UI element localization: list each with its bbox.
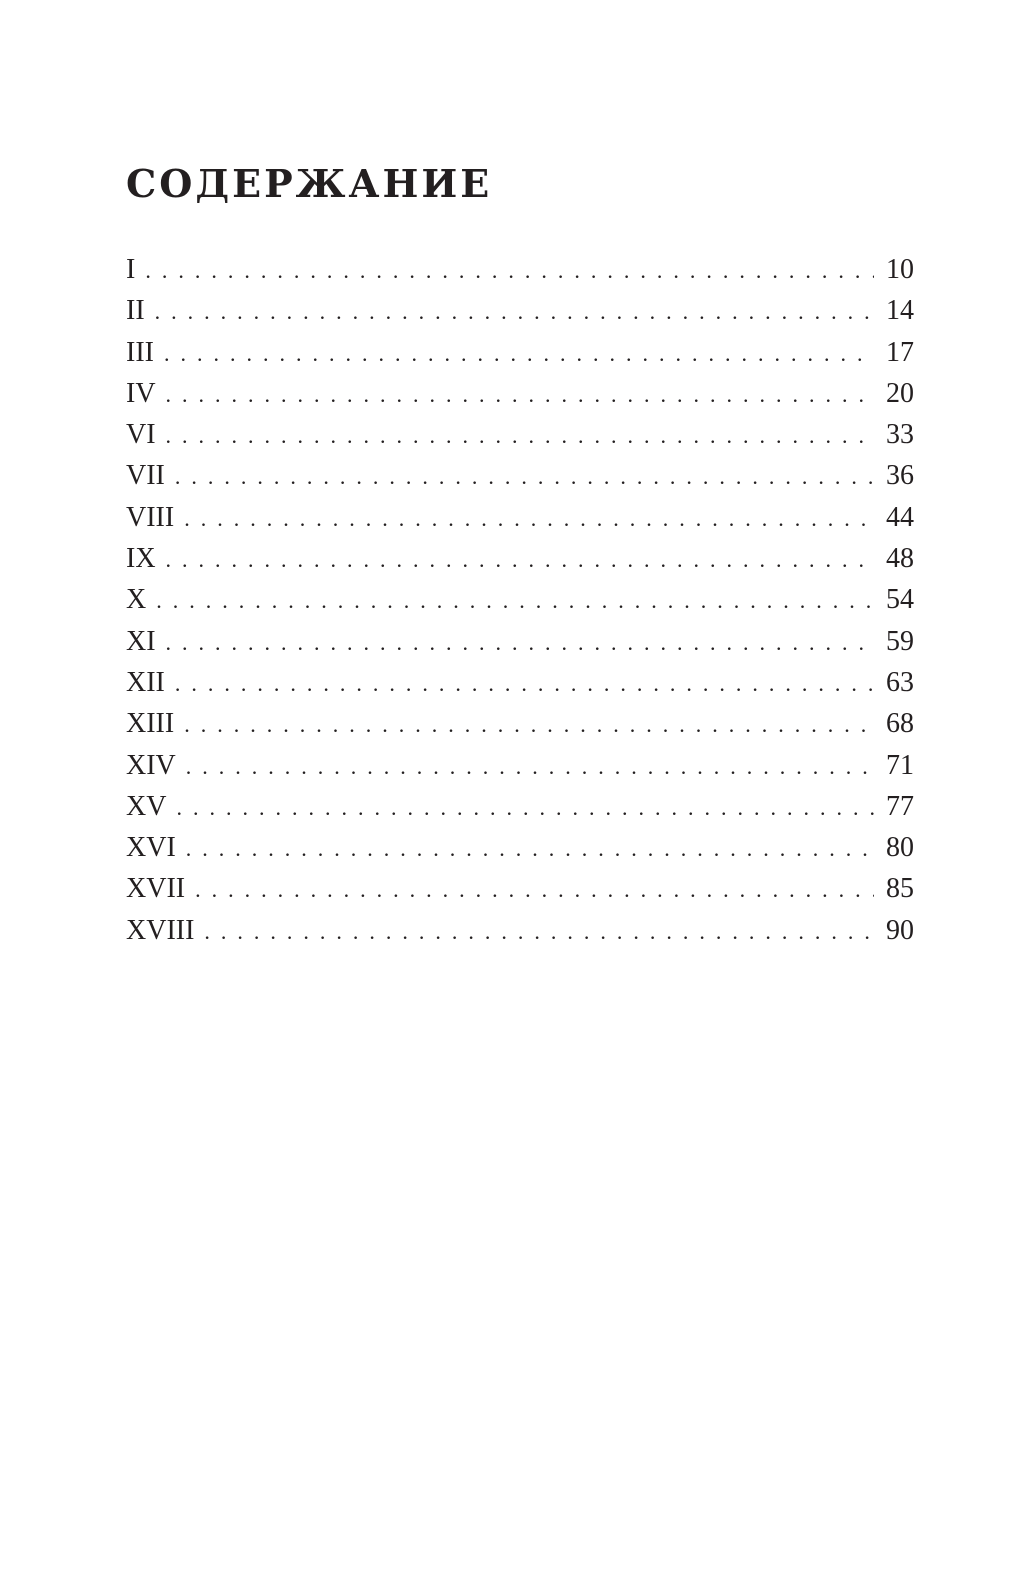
toc-entry[interactable] xyxy=(126,373,914,414)
toc-entry[interactable] xyxy=(126,621,914,662)
toc-entry[interactable] xyxy=(126,579,914,620)
toc-title: СОДЕРЖАНИЕ xyxy=(126,161,493,206)
toc-entry-page: 48 xyxy=(886,543,914,575)
toc-entry-label: XIV xyxy=(126,745,186,786)
toc-entry-page: 68 xyxy=(886,708,914,740)
toc-entry-label: X xyxy=(126,579,156,620)
dot-leader xyxy=(175,663,874,704)
dot-leader xyxy=(186,828,874,869)
toc-entry-page: 80 xyxy=(886,832,914,864)
dot-leader xyxy=(166,622,874,663)
toc-entry-page: 36 xyxy=(886,460,914,492)
toc-entry[interactable] xyxy=(126,497,914,538)
dot-leader xyxy=(166,374,874,415)
toc-entry[interactable] xyxy=(126,249,914,290)
toc-entry-page: 63 xyxy=(886,666,914,698)
toc-entry-label: IV xyxy=(126,373,166,414)
dot-leader xyxy=(175,456,874,497)
toc-entry-label: II xyxy=(126,290,155,331)
toc-entry[interactable] xyxy=(126,538,914,579)
toc-entry[interactable] xyxy=(126,868,914,909)
toc-entry[interactable] xyxy=(126,703,914,744)
toc-entry[interactable] xyxy=(126,332,914,373)
toc-entry-page: 54 xyxy=(886,584,914,616)
dot-leader xyxy=(166,415,874,456)
toc-entry-label: VII xyxy=(126,455,175,496)
dot-leader xyxy=(156,580,874,621)
toc-entry-label: VI xyxy=(126,414,166,455)
toc-entry-page: 77 xyxy=(886,790,914,822)
dot-leader xyxy=(176,787,874,828)
dot-leader xyxy=(186,746,874,787)
toc-entry-label: I xyxy=(126,249,145,290)
toc-entry-label: XVII xyxy=(126,868,195,909)
dot-leader xyxy=(145,250,874,291)
toc-entry-label: XIII xyxy=(126,703,184,744)
toc-entry-page: 33 xyxy=(886,419,914,451)
dot-leader xyxy=(164,333,874,374)
dot-leader xyxy=(155,291,874,332)
toc-entry[interactable] xyxy=(126,827,914,868)
dot-leader xyxy=(184,498,874,539)
toc-entry-label: VIII xyxy=(126,497,184,538)
toc-entry-page: 59 xyxy=(886,625,914,657)
toc-entry-page: 71 xyxy=(886,749,914,781)
toc-entry-label: IX xyxy=(126,538,166,579)
toc-entry[interactable] xyxy=(126,786,914,827)
toc-entry[interactable] xyxy=(126,745,914,786)
toc-entry[interactable] xyxy=(126,290,914,331)
toc-entry-label: XI xyxy=(126,621,166,662)
toc-entry-label: XVIII xyxy=(126,910,204,951)
dot-leader xyxy=(195,869,874,910)
toc-entry[interactable] xyxy=(126,414,914,455)
toc-entry-page: 90 xyxy=(886,914,914,946)
toc-entry-page: 85 xyxy=(886,873,914,905)
toc-entry-page: 20 xyxy=(886,377,914,409)
toc-entry[interactable] xyxy=(126,662,914,703)
dot-leader xyxy=(184,704,874,745)
toc-entry-page: 17 xyxy=(886,336,914,368)
toc-list xyxy=(126,249,914,951)
toc-entry-page: 10 xyxy=(886,254,914,285)
toc-entry[interactable] xyxy=(126,455,914,496)
toc-entry-page: 44 xyxy=(886,501,914,533)
dot-leader xyxy=(166,539,874,580)
toc-entry-label: XVI xyxy=(126,827,186,868)
toc-entry-page: 14 xyxy=(886,295,914,327)
toc-entry[interactable] xyxy=(126,910,914,951)
toc-entry-label: XV xyxy=(126,786,176,827)
toc-entry-label: III xyxy=(126,332,164,373)
dot-leader xyxy=(204,911,874,952)
toc-entry-label: XII xyxy=(126,662,175,703)
